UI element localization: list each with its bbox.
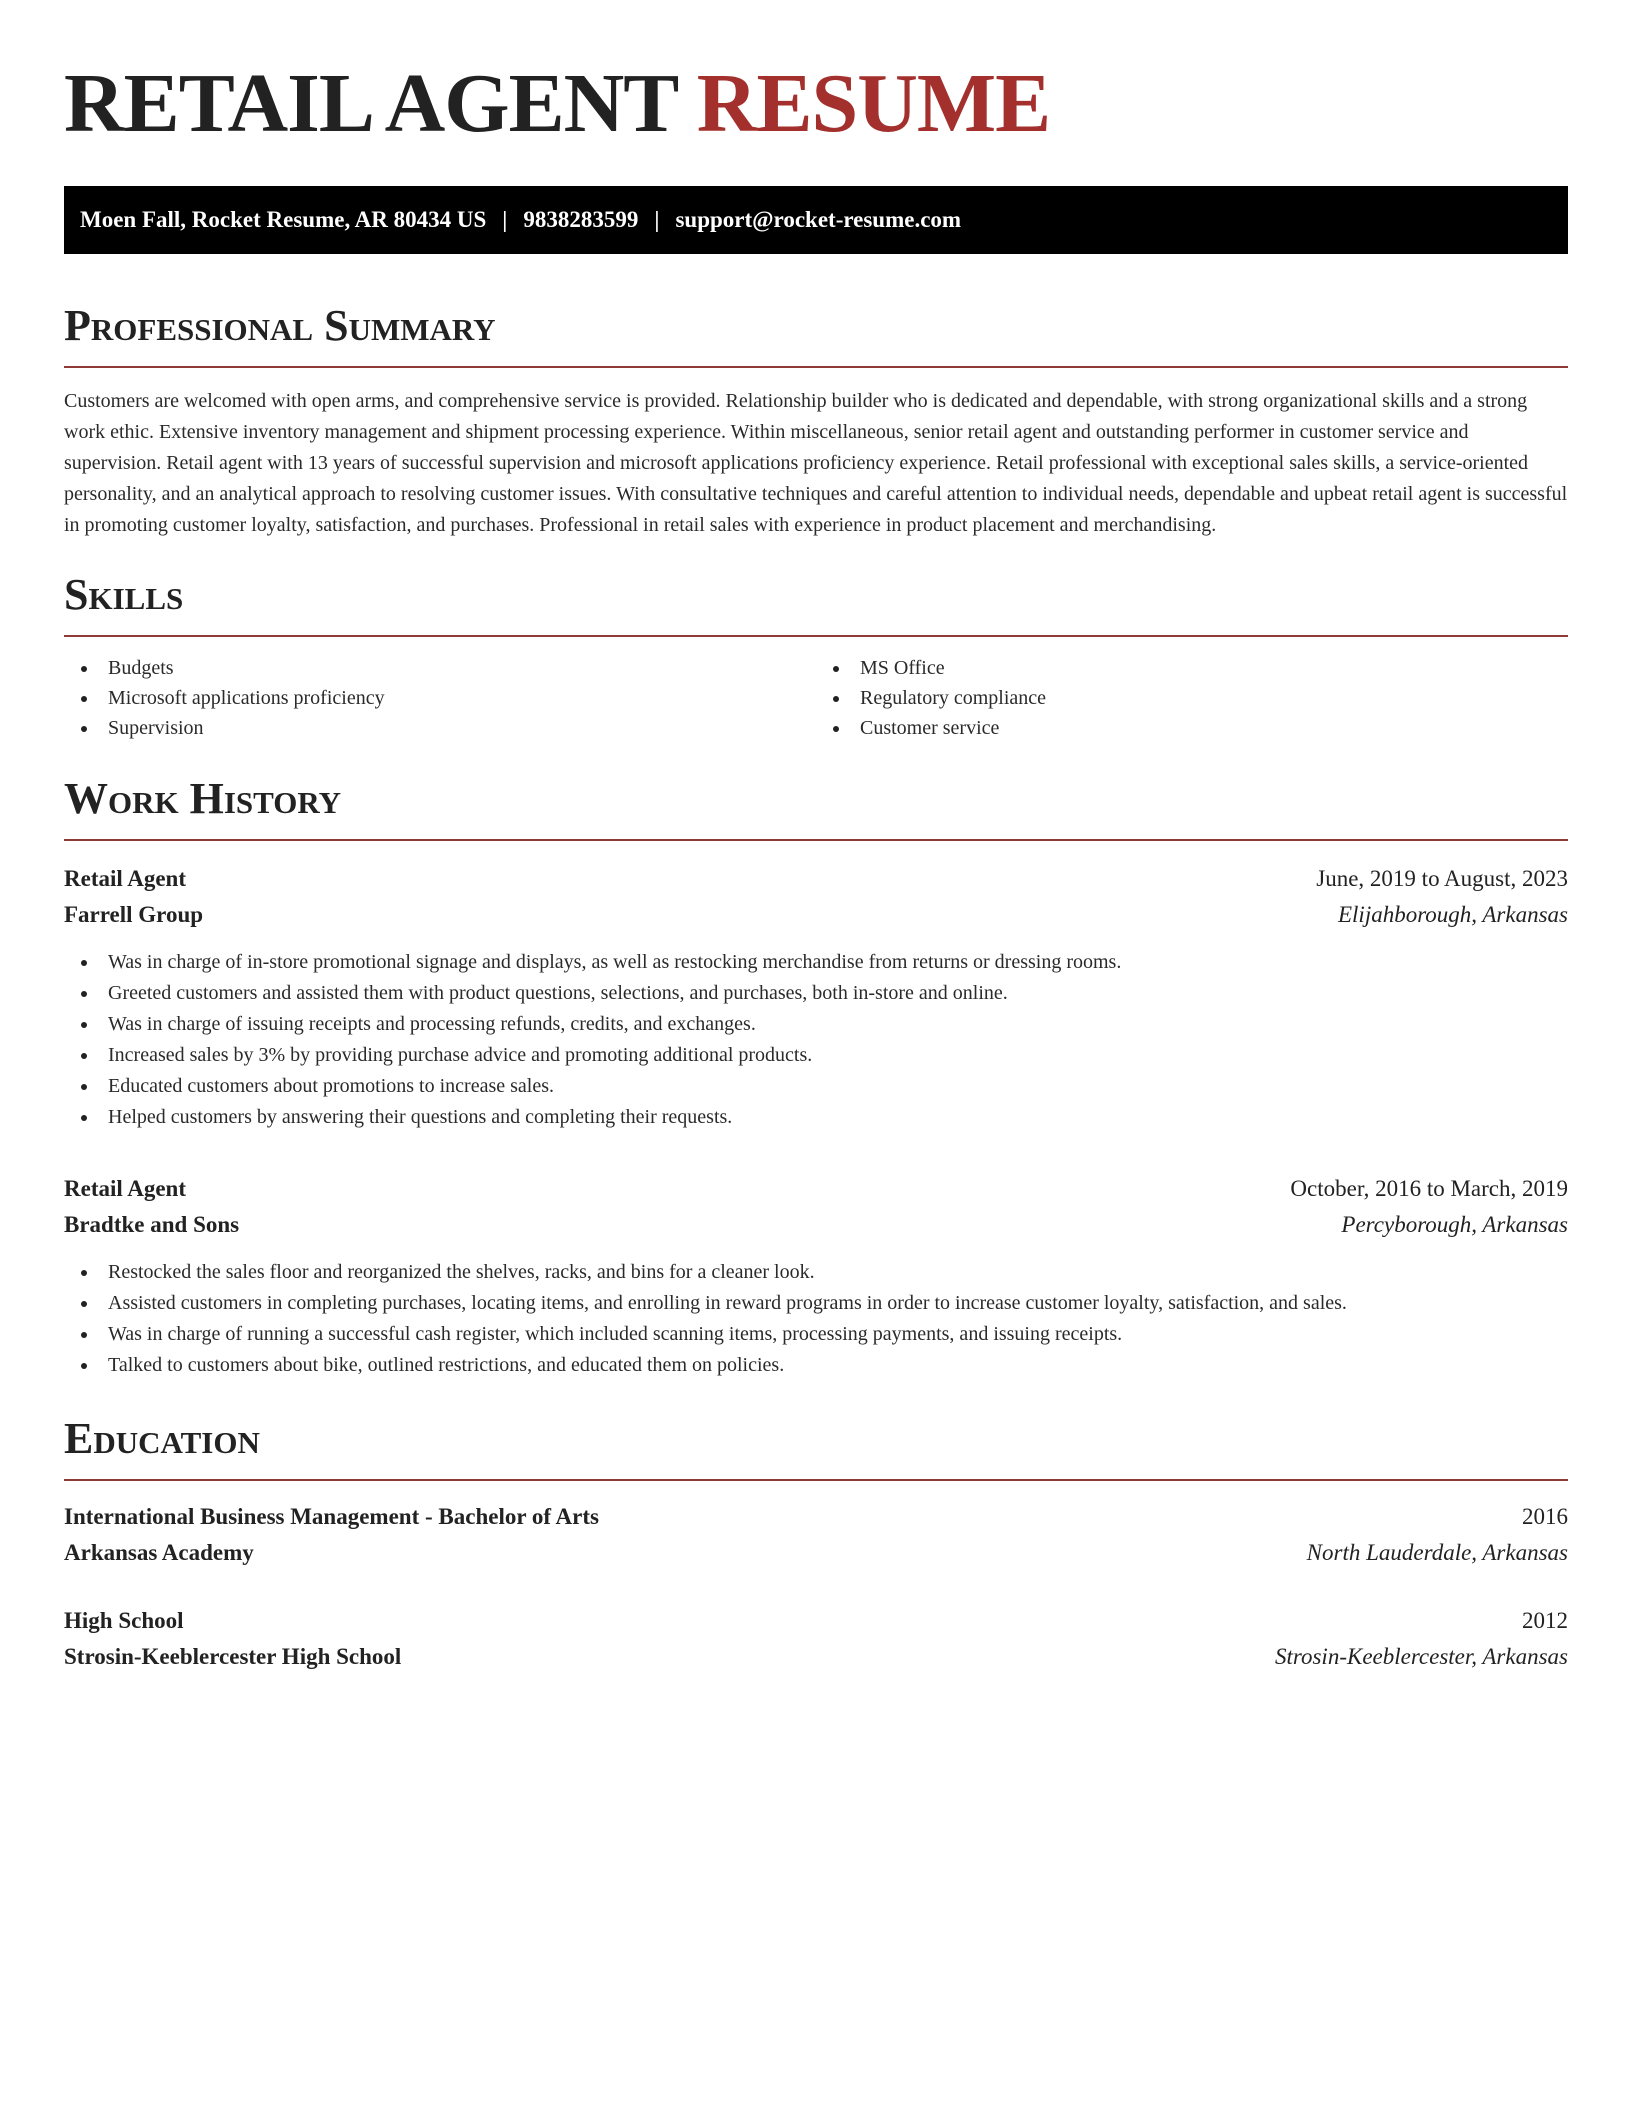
job-bullet: Talked to customers about bike, outlined restrictions, and educated them on policies.	[108, 1350, 1568, 1381]
skill-item: Customer service	[860, 713, 1568, 743]
contact-address: Moen Fall, Rocket Resume, AR 80434 US	[80, 207, 487, 232]
education-header	[64, 1603, 1568, 1639]
education-year: 2012	[1522, 1608, 1568, 1633]
title-accent: RESUME	[696, 57, 1051, 150]
job-bullets	[64, 947, 1568, 1133]
job-bullet: Increased sales by 3% by providing purchase advice and promoting additional products.	[108, 1040, 1568, 1071]
education-degree: High School	[64, 1608, 184, 1633]
job-entry	[64, 861, 1568, 1133]
resume-title	[64, 0, 1568, 152]
summary-heading: Professional Summary	[64, 301, 496, 350]
job-entry	[64, 1171, 1568, 1381]
skills-list	[64, 653, 1568, 743]
skill-item: Regulatory compliance	[860, 683, 1568, 713]
education-entry	[64, 1499, 1568, 1571]
skill-item: Budgets	[108, 653, 816, 683]
title-main: RETAIL AGENT	[64, 57, 677, 150]
job-company: Farrell Group	[64, 902, 204, 927]
job-bullet: Helped customers by answering their questions and completing their requests.	[108, 1102, 1568, 1133]
skill-item: Supervision	[108, 713, 816, 743]
job-bullet: Educated customers about promotions to increase sales.	[108, 1071, 1568, 1102]
education-heading: Education	[64, 1414, 260, 1463]
education-subheader	[64, 1639, 1568, 1675]
education-year: 2016	[1522, 1504, 1568, 1529]
skills-heading: Skills	[64, 570, 184, 619]
skills-column-left	[64, 653, 816, 743]
job-location: Elijahborough, Arkansas	[1337, 902, 1568, 927]
education-school: Strosin-Keeblercester High School	[64, 1644, 402, 1669]
contact-bar	[64, 186, 1568, 254]
job-location: Percyborough, Arkansas	[1341, 1212, 1568, 1237]
education-location: Strosin-Keeblercester, Arkansas	[1274, 1644, 1568, 1669]
job-title: Retail Agent	[64, 1176, 187, 1201]
contact-separator: |	[654, 207, 660, 232]
job-bullet: Was in charge of issuing receipts and processing refunds, credits, and exchanges.	[108, 1009, 1568, 1040]
skills-column-right	[816, 653, 1568, 743]
section-divider	[64, 635, 1568, 637]
education-header	[64, 1499, 1568, 1535]
work-history-heading: Work History	[64, 774, 342, 823]
education-location: North Lauderdale, Arkansas	[1306, 1540, 1568, 1565]
education-subheader	[64, 1535, 1568, 1571]
section-divider	[64, 366, 1568, 368]
job-title: Retail Agent	[64, 866, 187, 891]
section-divider	[64, 1479, 1568, 1481]
job-bullet: Was in charge of in-store promotional signage and displays, as well as restocking merchandise from returns or dressing rooms.	[108, 947, 1568, 978]
job-bullet: Was in charge of running a successful cash register, which included scanning items, processing payments, and issuing receipts.	[108, 1319, 1568, 1350]
job-subheader	[64, 1207, 1568, 1243]
skill-item: MS Office	[860, 653, 1568, 683]
contact-separator: |	[502, 207, 508, 232]
education-degree: International Business Management - Bachelor of Arts	[64, 1504, 599, 1529]
job-bullet: Greeted customers and assisted them with product questions, selections, and purchases, both in-store and online.	[108, 978, 1568, 1009]
education-entry	[64, 1603, 1568, 1675]
contact-phone: 9838283599	[523, 207, 639, 232]
job-dates: October, 2016 to March, 2019	[1290, 1176, 1568, 1201]
job-bullets	[64, 1257, 1568, 1381]
job-bullet: Assisted customers in completing purchases, locating items, and enrolling in reward programs in order to increase customer loyalty, satisfaction, and sales.	[108, 1288, 1568, 1319]
job-dates: June, 2019 to August, 2023	[1316, 866, 1568, 891]
summary-text: Customers are welcomed with open arms, and comprehensive service is provided. Relationship builder who is dedicated and dependable, with strong organizational skills and a strong work ethic. Extensive inventory management and shipment processing experience. Within miscellaneous, senior retail agent and outstanding performer in customer service and supervision. Retail agent with 13 years of successful supervision and microsoft applications proficiency experience. Retail professional with exceptional sales skills, a service-oriented personality, and an analytical approach to resolving customer issues. With consultative techniques and careful attention to individual needs, dependable and upbeat retail agent is successful in promoting customer loyalty, satisfaction, and purchases. Professional in retail sales with experience in product placement and merchandising.	[64, 390, 1568, 536]
contact-email: support@rocket-resume.com	[675, 207, 962, 232]
education-school: Arkansas Academy	[64, 1540, 254, 1565]
job-company: Bradtke and Sons	[64, 1212, 240, 1237]
skill-item: Microsoft applications proficiency	[108, 683, 816, 713]
section-divider	[64, 839, 1568, 841]
job-header	[64, 861, 1568, 897]
job-header	[64, 1171, 1568, 1207]
job-subheader	[64, 897, 1568, 933]
job-bullet: Restocked the sales floor and reorganized the shelves, racks, and bins for a cleaner look.	[108, 1257, 1568, 1288]
